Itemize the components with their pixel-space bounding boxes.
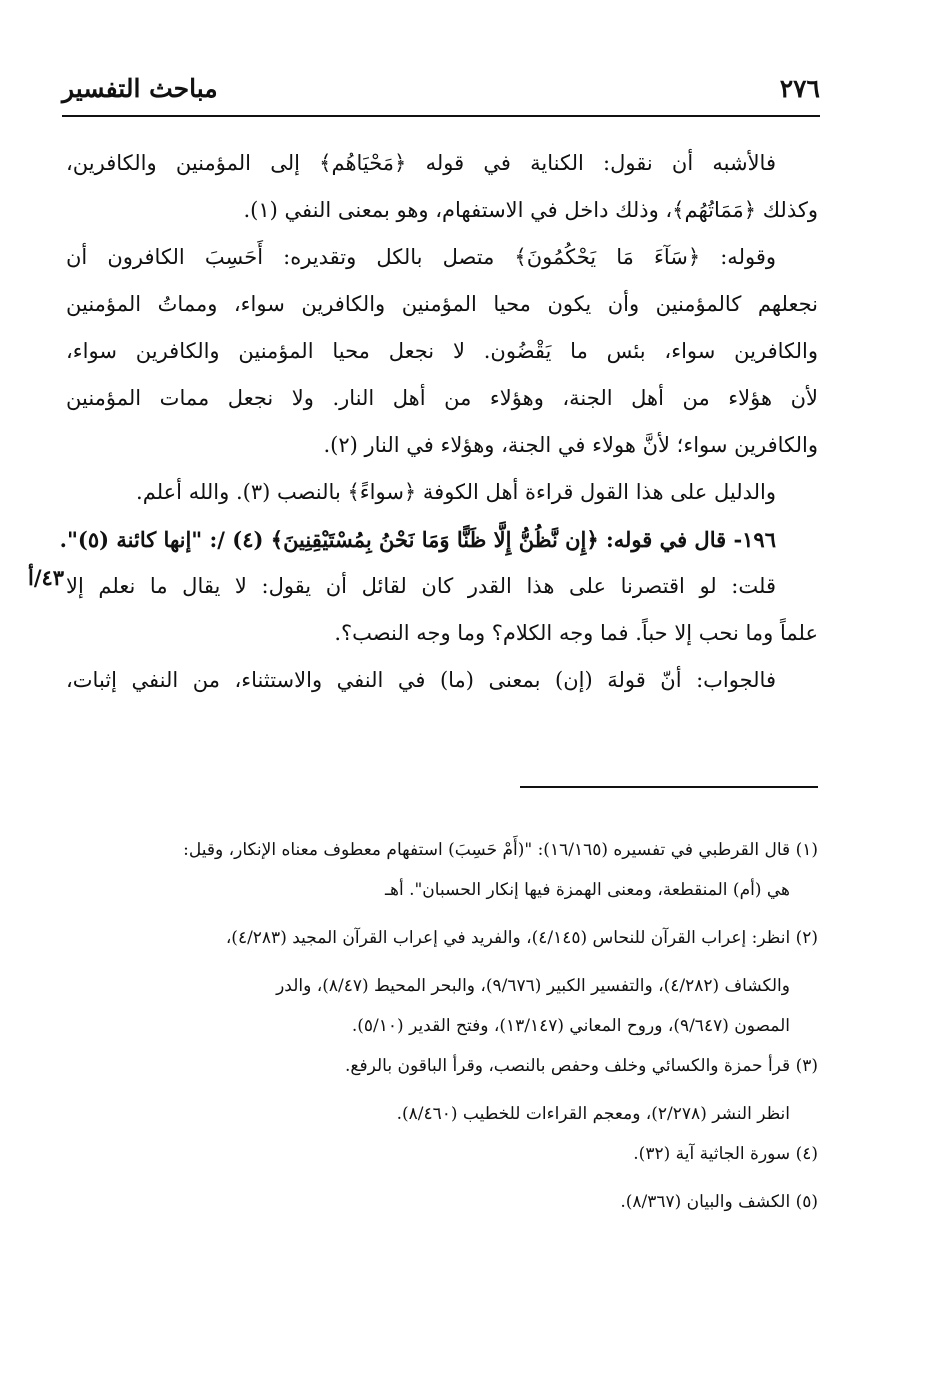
margin-folio-marker: ٤٣/أ [28, 565, 65, 590]
header-rule [62, 115, 820, 117]
text-line: ١٩٦- قال في قوله: ﴿إِن نَّظُنُّ إِلَّا ظَنًّا وَمَا نَحْنُ بِمُسْتَيْقِنِينَ﴾ (٤) /: "إنها كائنة (٥)". [59, 527, 776, 552]
text-line: قلت: لو اقتصرنا على هذا القدر كان لقائل أن يقول: لا يقال ما نعلم إلا [66, 574, 776, 598]
text-line: والكافرين سواء، بئس ما يَقْضُون. لا نجعل محيا المؤمنين والكافرين سواء، [66, 339, 818, 363]
text-line: فالأشبه أن نقول: الكناية في قوله ﴿مَحْيَاهُم﴾ إلى المؤمنين والكافرين، [66, 151, 776, 175]
footnote-line: والكشاف (٤/٢٨٢)، والتفسير الكبير (٩/٦٧٦)، والبحر المحيط (٨/٤٧)، والدر [276, 976, 790, 996]
footnotes [66, 830, 818, 1222]
footnote-line: انظر النشر (٢/٢٧٨)، ومعجم القراءات للخطيب (٨/٤٦٠). [396, 1104, 790, 1124]
text-line: نجعلهم كالمؤمنين وأن يكون محيا المؤمنين والكافرين سواء، ومماتُ المؤمنين [66, 292, 818, 316]
text-line: فالجواب: أنّ قولهَ (إن) بمعنى (ما) في النفي والاستثناء، من النفي إثبات، [66, 668, 776, 692]
footnote-line: (٣) قرأ حمزة والكسائي وخلف وحفص بالنصب، وقرأ الباقون بالرفع. [345, 1056, 818, 1076]
running-title: مباحث التفسير [62, 74, 218, 103]
text-line: والدليل على هذا القول قراءة أهل الكوفة ﴿سواءً﴾ بالنصب (٣). والله أعلم. [136, 480, 776, 504]
footnote-line: (٤) سورة الجاثية آية (٣٢). [633, 1144, 818, 1164]
text-line: وكذلك ﴿مَمَاتُهُم﴾، وذلك داخل في الاستفهام، وهو بمعنى النفي (١). [243, 198, 818, 222]
text-line: والكافرين سواء؛ لأنَّ هولاء في الجنة، وهؤلاء في النار (٢). [323, 433, 818, 457]
footnote-rule [520, 786, 818, 788]
text-line: وقوله: ﴿سَآءَ مَا يَحْكُمُونَ﴾ متصل بالكل وتقديره: أَحَسِبَ الكافرون أن [66, 245, 776, 269]
page-number: ٢٧٦ [779, 74, 820, 103]
footnote-line: (٢) انظر: إعراب القرآن للنحاس (٤/١٤٥)، والفريد في إعراب القرآن المجيد (٤/٢٨٣)، [225, 928, 818, 948]
footnote-line: هي (أم) المنقطعة، ومعنى الهمزة فيها إنكار الحسبان". أهـ [385, 880, 790, 900]
text-line: علماً وما نحب إلا حباً. فما وجه الكلام؟ وما وجه النصب؟. [334, 621, 818, 645]
footnote-line: (٥) الكشف والبيان (٨/٣٦٧). [620, 1192, 818, 1212]
footnote-line: (١) قال القرطبي في تفسيره (١٦/١٦٥): "(أَمْ حَسِبَ) استفهام معطوف معناه الإنكار، وقيل: [183, 840, 818, 860]
text-line: لأن هؤلاء من أهل الجنة، وهؤلاء من أهل النار. ولا نجعل ممات المؤمنين [66, 386, 818, 410]
page-header [62, 74, 820, 112]
main-text [59, 140, 818, 704]
footnote-line: المصون (٩/٦٤٧)، وروح المعاني (١٣/١٤٧)، وفتح القدير (٥/١٠). [351, 1016, 790, 1036]
